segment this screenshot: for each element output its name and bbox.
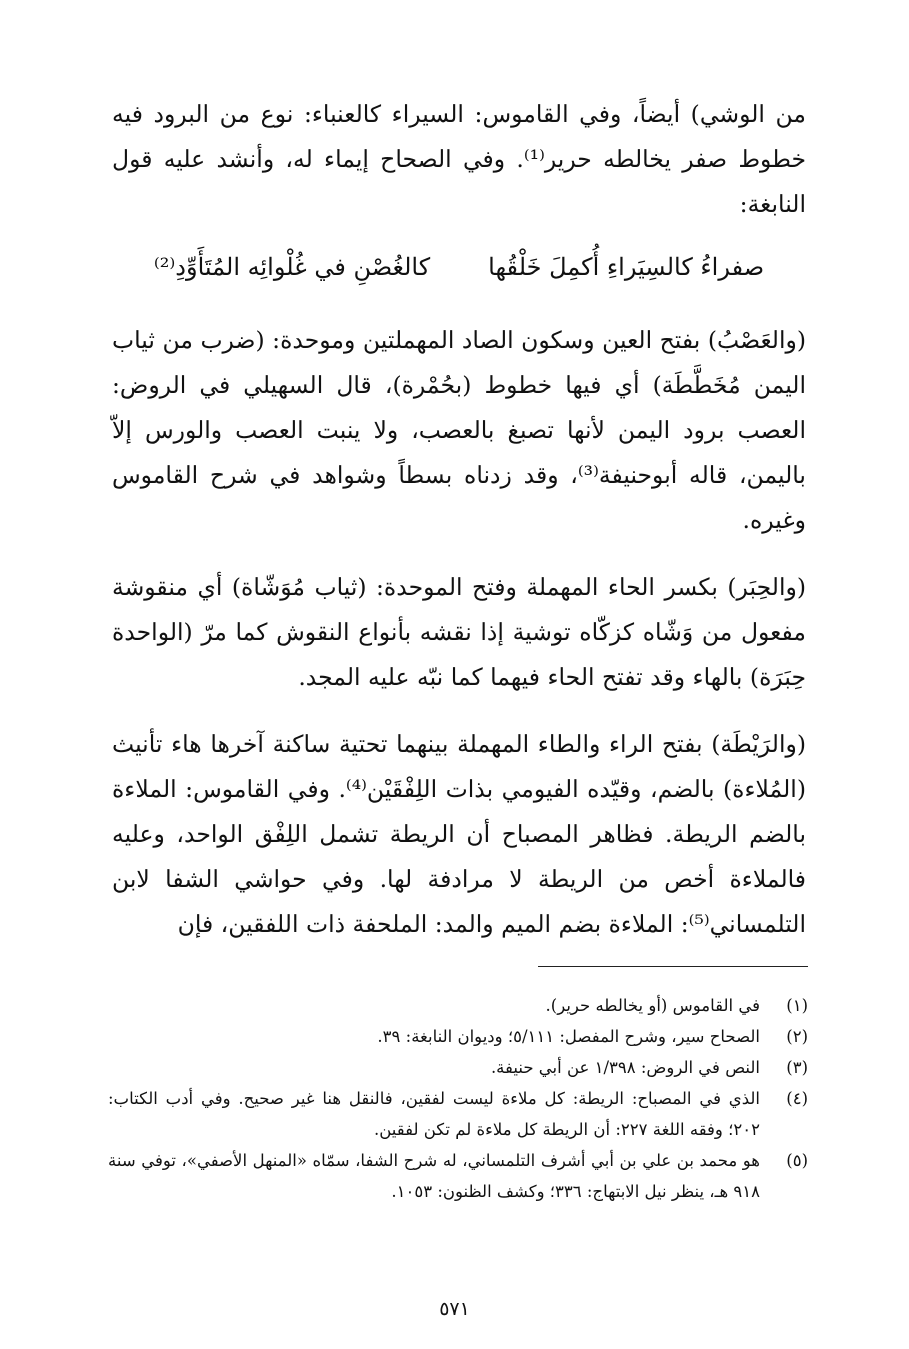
verse-second-hemistich: كالغُصْنِ في غُلْوائِه المُتَأَوِّدِ⁽²⁾	[153, 253, 431, 281]
footnote-number: (١)	[786, 996, 808, 1015]
footnote	[108, 1021, 808, 1052]
footnote-text: الذي في المصباح: الريطة: كل ملاءة ليست لفقين، فالنقل هنا غير صحيح. وفي أدب الكتاب: ٢٠٢؛ وفقه اللغة ٢٢٧: أن الريطة كل ملاءة لم تكن لفقين.	[108, 1089, 760, 1139]
paragraph: (والحِبَر) بكسر الحاء المهملة وفتح الموحدة: (ثياب مُوَشّاة) أي منقوشة مفعول من وَشّاه كزكّاه توشية إذا نقشه بأنواع النقوش كما مرّ (الواحدة حِبَرَة) بالهاء وقد تفتح الحاء فيهما كما نبّه عليه المجد.	[112, 573, 806, 691]
footnote	[108, 1083, 808, 1145]
footnote-text: هو محمد بن علي بن أبي أشرف التلمساني، له شرح الشفا، سمّاه «المنهل الأصفي»، توفي سنة ٩١٨ هـ، ينظر نيل الابتهاج: ٣٣٦؛ وكشف الظنون: ١٠٥٣.	[108, 1151, 760, 1201]
footnote-text: في القاموس (أو يخالطه حرير).	[545, 996, 760, 1015]
paragraph: (والعَصْبُ) بفتح العين وسكون الصاد المهملتين وموحدة: (ضرب من ثياب اليمن مُخَطَّطَة) أي فيها خطوط (بحُمْرة)، قال السهيلي في الروض: العصب برود اليمن لأنها تصبغ بالعصب، ولا ينبت العصب والورس إلاّ باليمن، قاله أبوحنيفة⁽³⁾، وقد زدناه بسطاً وشواهد في شرح القاموس وغيره.	[112, 326, 806, 534]
paragraph: (والرَيْطَة) بفتح الراء والطاء المهملة بينهما تحتية ساكنة آخرها هاء تأنيث (المُلاءة) بالضم، وقيّده الفيومي بذات اللِفْقَيْن⁽⁴⁾. وفي القاموس: الملاءة بالضم الريطة. فظاهر المصباح أن الريطة تشمل اللِفْق الواحد، وعليه فالملاءة أخص من الريطة لا مرادفة لها. وفي حواشي الشفا لابن التلمساني⁽⁵⁾: الملاءة بضم الميم والمد: الملحفة ذات اللفقين، فإن	[112, 730, 806, 938]
footnote-text: النص في الروض: ١/٣٩٨ عن أبي حنيفة.	[490, 1058, 760, 1077]
footnote-number: (٤)	[786, 1089, 808, 1108]
paragraph: من الوشي) أيضاً، وفي القاموس: السيراء كالعنباء: نوع من البرود فيه خطوط صفر يخالطه حرير⁽¹⁾. وفي الصحاح إيماء له، وأنشد عليه قول النابغة:	[112, 100, 806, 218]
footnote	[108, 990, 808, 1021]
footnote-number: (٥)	[786, 1151, 808, 1170]
footnote	[108, 1145, 808, 1207]
verse-first-hemistich: صفراءُ كالسِيَراءِ أُكمِلَ خَلْقُها	[488, 253, 765, 281]
footnotes	[108, 990, 808, 1207]
footnote-separator	[538, 966, 808, 967]
page-number: ٥٧١	[439, 1298, 470, 1320]
poetry-verse	[112, 245, 806, 290]
footnote-number: (٣)	[786, 1058, 808, 1077]
footnote	[108, 1052, 808, 1083]
footnote-text: الصحاح سير، وشرح المفصل: ٥/١١١؛ وديوان النابغة: ٣٩.	[377, 1027, 760, 1046]
footnote-number: (٢)	[786, 1027, 808, 1046]
main-text	[112, 92, 806, 969]
